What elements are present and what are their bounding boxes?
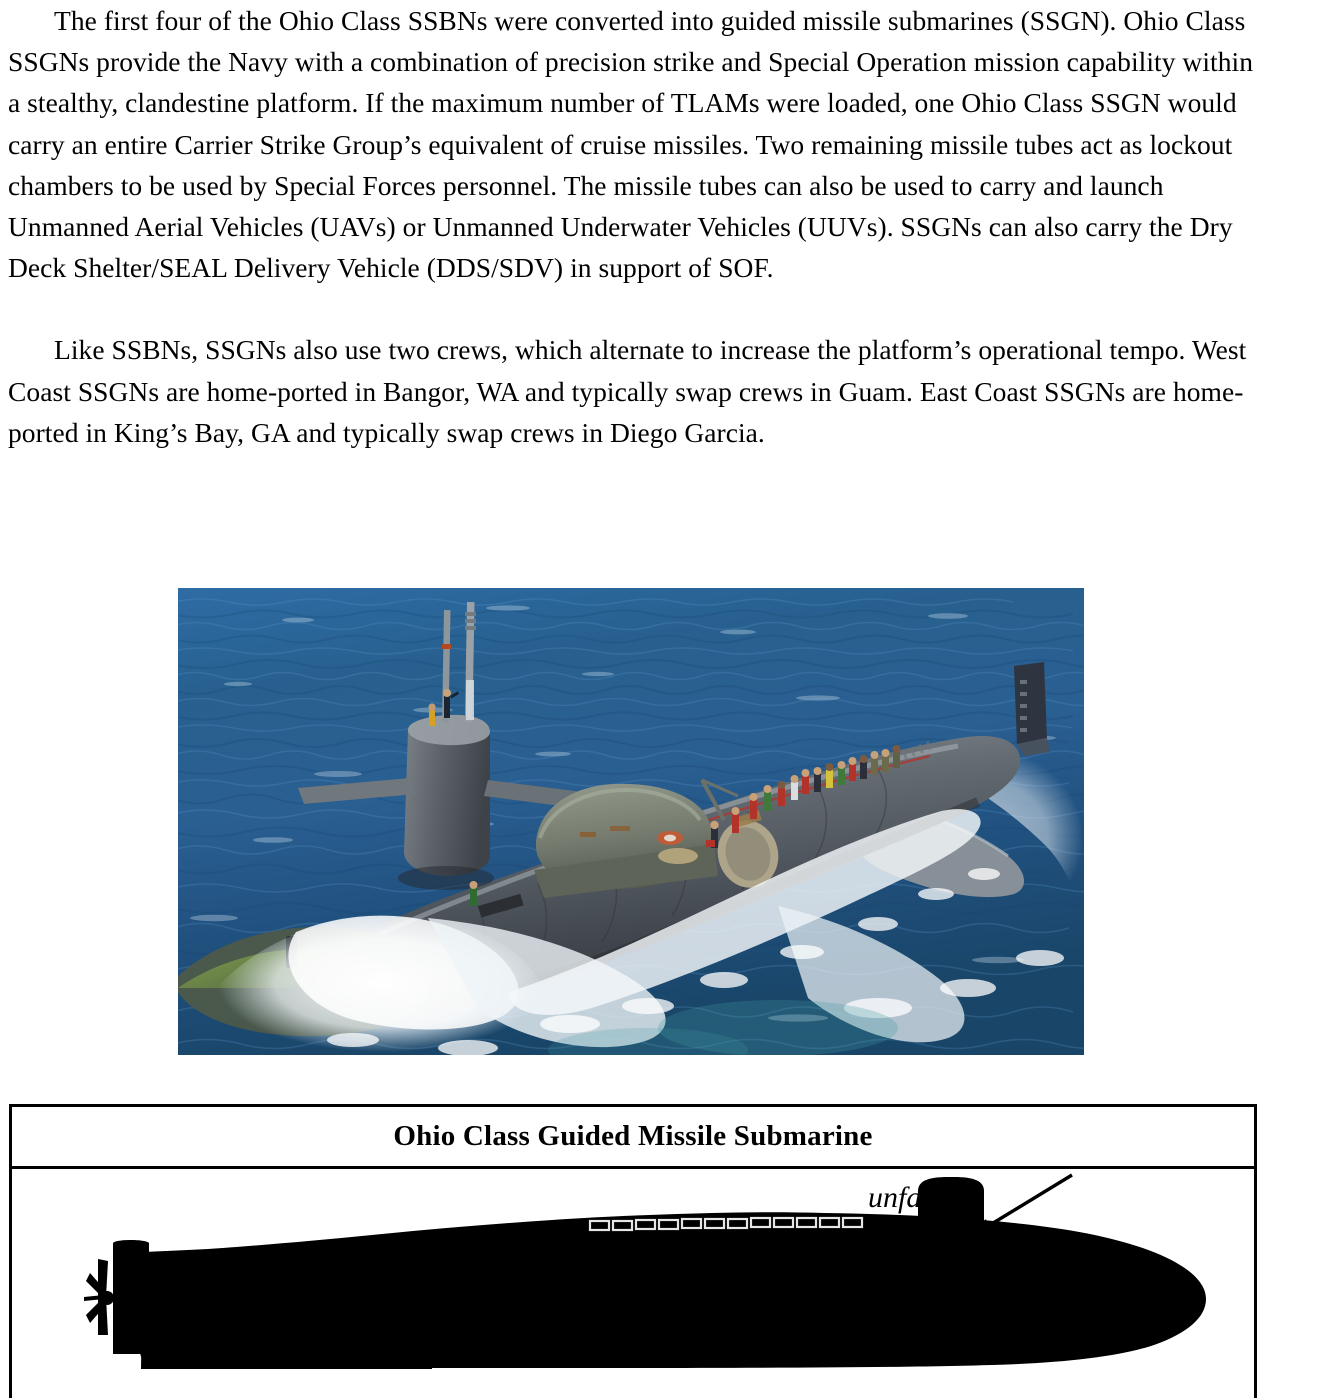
propeller: [84, 1259, 114, 1335]
paragraph-text: Like SSBNs, SSGNs also use two crews, which alternate to increase the platform’s operational tempo. West Coast SSGNs are home-ported in Bangor, WA and typically swap crews in Guam. East Coast SSGNs are home- ported in King’s Bay, GA and typically swap crews in Diego Garcia.: [8, 334, 1247, 448]
paragraph-spacer: [8, 288, 1258, 329]
unfaired-callout-label: unfaired: [868, 1181, 969, 1214]
figure-title: Ohio Class Guided Missile Submarine: [393, 1120, 873, 1152]
paragraph-text: The first four of the Ohio Class SSBNs were converted into guided missile submarines (SSGN). Ohio Class SSGNs provide the Navy with a combination of precision strike and Special Operation mission capability within a stealthy, clandestine platform. If the maximum number of TLAMs were loaded, one Ohio Class SSGN would carry an entire Carrier Strike Group’s equivalent of cruise missiles. Two remaining missile tubes act as lockout chambers to be used by Special Forces personnel. The missile tubes can also be used to carry and launch Unmanned Aerial Vehicles (UAVs) or Unmanned Underwater Vehicles (UUVs). SSGNs can also carry the Dry Deck Shelter/SEAL Delivery Vehicle (DDS/SDV) in support of SOF.: [8, 5, 1254, 284]
photo-artwork: [178, 588, 1084, 1055]
document-body: [8, 0, 1258, 453]
ohio-class-ssgn-underway-photo: [178, 588, 1084, 1055]
paragraph-crews-homeports: [8, 329, 1258, 453]
figure-table: [9, 1104, 1257, 1398]
ohio-class-silhouette: [12, 1169, 1254, 1398]
figure-title-row: [12, 1107, 1254, 1169]
figure-artwork-row: [12, 1169, 1254, 1398]
paragraph-ssgn-conversion: [8, 0, 1258, 288]
